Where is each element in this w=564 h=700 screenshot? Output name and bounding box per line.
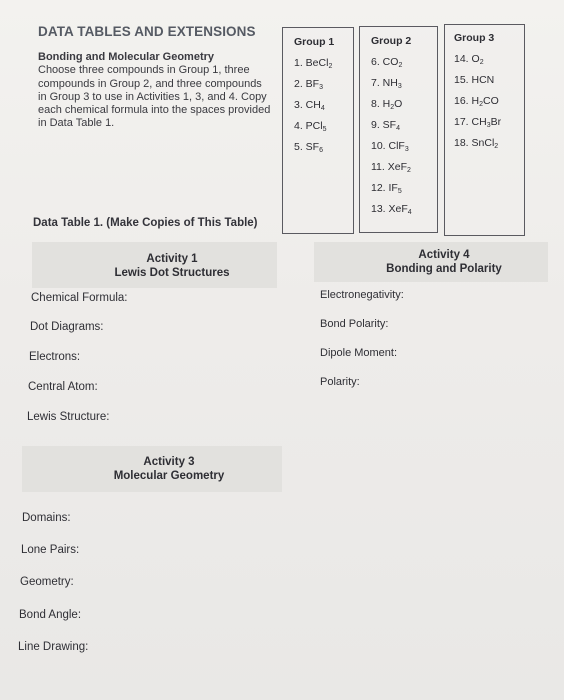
activity-4-number: Activity 4 (418, 249, 470, 261)
group-3-box (444, 24, 525, 236)
compound-item: 17. $CH_3Br$ (454, 116, 502, 129)
activity-1-number: Activity 1 (146, 253, 198, 265)
group-2-box (359, 26, 438, 233)
activity-3-number: Activity 3 (143, 456, 195, 468)
instructions-heading: Bonding and Molecular Geometry (38, 51, 215, 63)
activity-3-header (99, 455, 239, 483)
compound-item: 13. XeF$_4$ (371, 203, 412, 216)
field-central-atom: Central Atom: (28, 381, 98, 393)
compound-item: 6. $CO_2$ (371, 56, 403, 69)
compound-item: 15. HCN (454, 74, 495, 86)
compound-item: 3. $CH_4$ (294, 99, 325, 112)
compound-item: 12. $IF_5$ (371, 182, 402, 195)
field-geometry: Geometry: (20, 576, 74, 588)
data-table-title: Data Table 1. (Make Copies of This Table) (33, 217, 258, 229)
field-line-drawing: Line Drawing: (18, 641, 89, 653)
compound-item: 16. $H_2CO$ (454, 95, 499, 108)
compound-item: 1. BeCl$_2$ (294, 57, 333, 70)
field-lone-pairs: Lone Pairs: (21, 544, 80, 556)
compound-item: 11. XeF$_2$ (371, 161, 411, 174)
field-chemical-formula: Chemical Formula: (31, 292, 128, 304)
compound-item: 18. SnCl$_2$ (454, 137, 499, 150)
activity-1-name: Lewis Dot Structures (114, 267, 230, 279)
field-polarity: Polarity: (320, 376, 360, 388)
group-1-box (282, 27, 354, 234)
field-electrons: Electrons: (29, 351, 81, 363)
activity-3-name: Molecular Geometry (113, 470, 225, 482)
field-lewis-structure: Lewis Structure: (27, 411, 110, 423)
instructions (38, 51, 273, 131)
group-1-list (294, 57, 353, 162)
compound-item: 4. PCl$_5$ (294, 120, 327, 133)
activity-4-name: Bonding and Polarity (386, 263, 502, 275)
compound-item: 2. $BF_3$ (294, 78, 323, 91)
activity-1-header (92, 252, 252, 280)
compound-item: 5. $SF_6$ (294, 141, 323, 154)
compound-item: 14. $O_2$ (454, 53, 484, 66)
activity-4-header (374, 248, 514, 276)
group-3-title: Group 3 (454, 32, 495, 44)
page-title: DATA TABLES AND EXTENSIONS (38, 24, 256, 39)
field-domains: Domains: (22, 512, 71, 524)
compound-item: 10. ClF$_3$ (371, 140, 409, 153)
group-1-title: Group 1 (294, 36, 335, 48)
group-2-list (371, 56, 437, 224)
field-bond-polarity: Bond Polarity: (320, 318, 389, 330)
field-bond-angle: Bond Angle: (19, 609, 82, 621)
instructions-body: Choose three compounds in Group 1, three compounds in Group 2, and three compounds in Group 3 to use in Activities 1, 3, and 4. Copy each chemical formula into the spaces provided in Data Table 1. (38, 64, 271, 130)
compound-item: 8. $H_2O$ (371, 98, 403, 111)
field-electronegativity: Electronegativity: (320, 289, 404, 301)
compound-item: 9. $SF_4$ (371, 119, 400, 132)
compound-item: 7. $NH_3$ (371, 77, 402, 90)
group-2-title: Group 2 (371, 35, 412, 47)
group-3-list (454, 53, 524, 158)
field-dot-diagrams: Dot Diagrams: (30, 321, 104, 333)
field-dipole-moment: Dipole Moment: (320, 347, 398, 359)
